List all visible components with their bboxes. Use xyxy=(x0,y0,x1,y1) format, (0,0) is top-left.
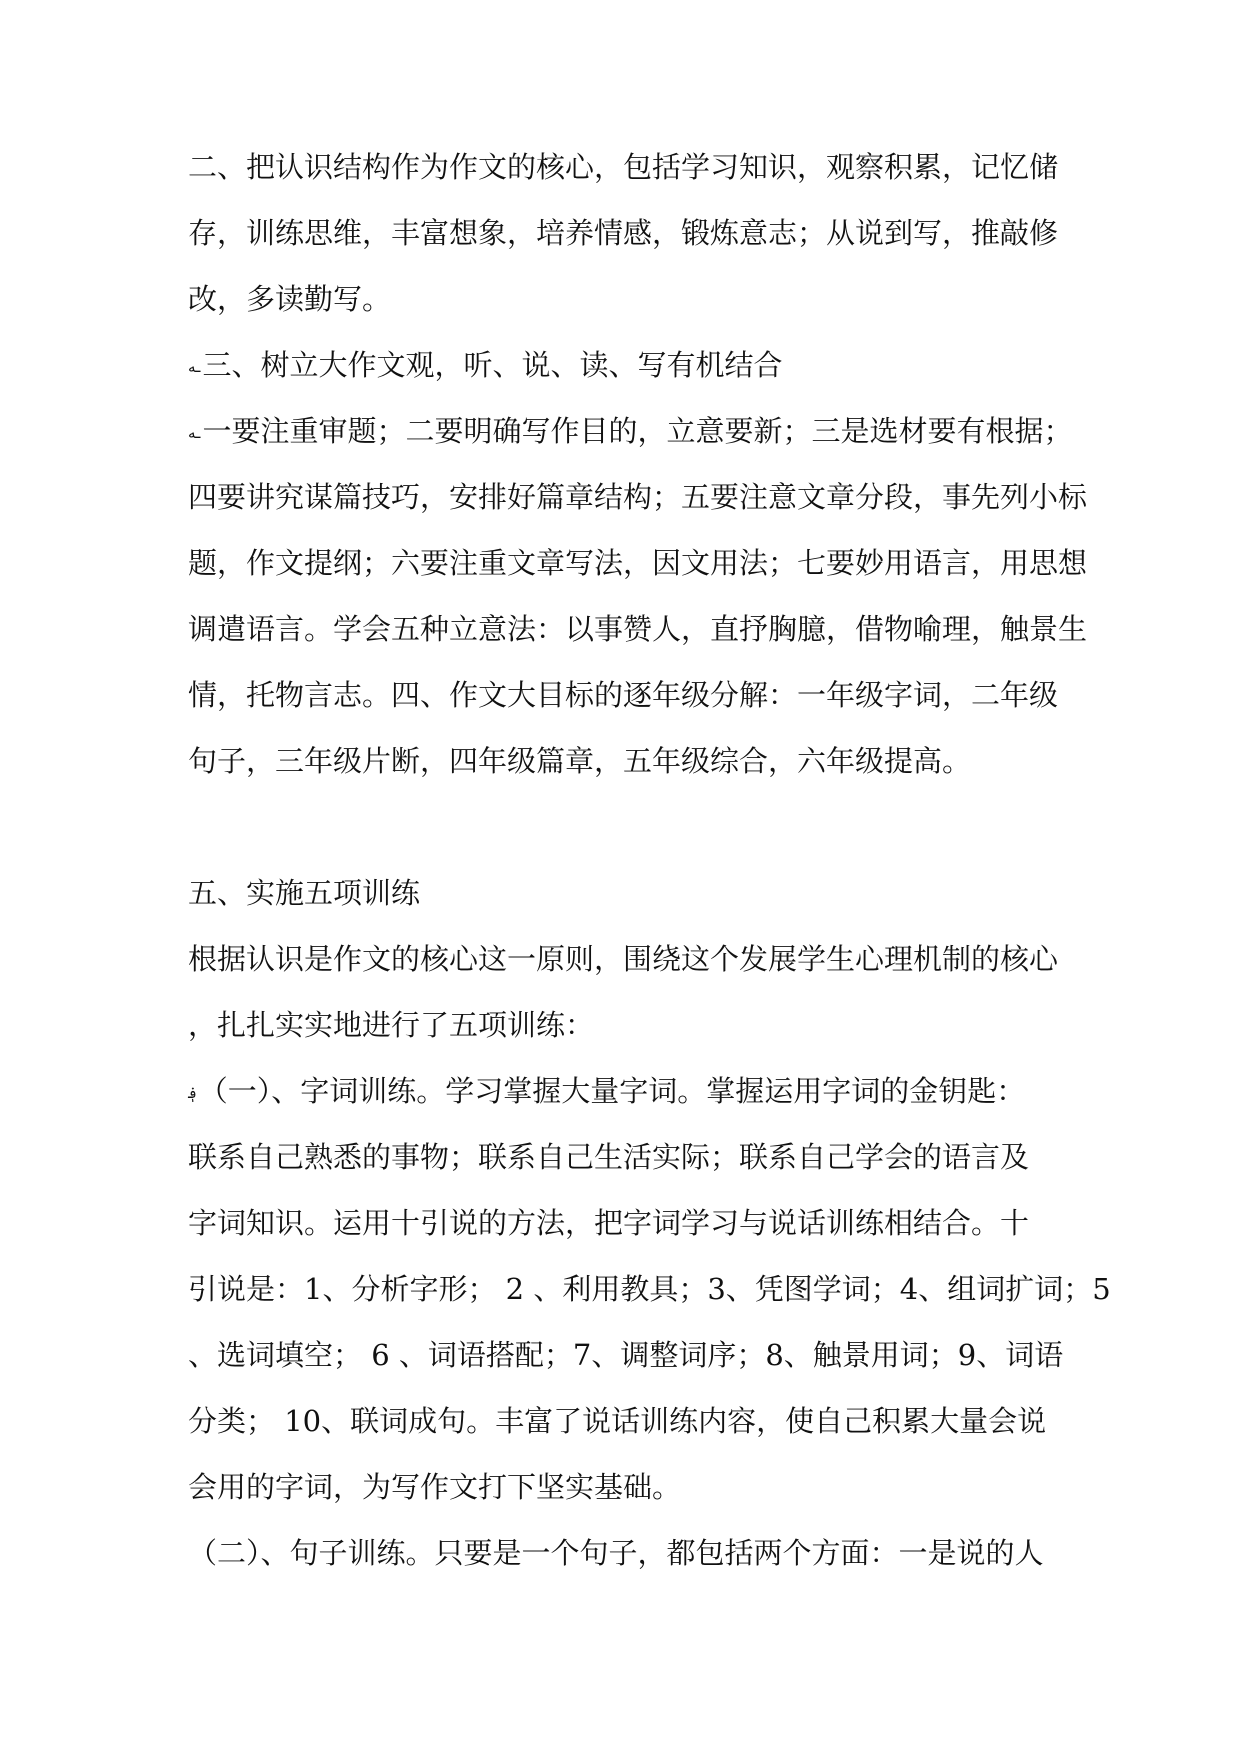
text-line: 改，多读勤写。 xyxy=(188,282,392,316)
text-line: 、选词填空； 6 、词语搭配；7、调整词序；8、触景用词；9、词语 xyxy=(188,1338,1064,1372)
paragraph-mark-icon: ـه xyxy=(188,358,201,376)
text-line: 题，作文提纲；六要注重文章写法，因文用法；七要妙用语言，用思想 xyxy=(188,546,1088,580)
text-line: 分类； 10、联词成句。丰富了说话训练内容，使自己积累大量会说 xyxy=(188,1404,1047,1438)
paragraph-mark-icon: ؋ xyxy=(188,1084,197,1102)
text-line: 存，训练思维，丰富想象，培养情感，锻炼意志；从说到写，推敲修 xyxy=(188,216,1059,250)
text-line xyxy=(188,332,1068,398)
text-line: ـه一要注重审题；二要明确写作目的，立意要新；三是选材要有根据； xyxy=(188,414,1073,448)
text-line: 字词知识。运用十引说的方法，把字词学习与说话训练相结合。十 xyxy=(188,1206,1030,1240)
text-line: 联系自己熟悉的事物；联系自己生活实际；联系自己学会的语言及 xyxy=(188,1140,1030,1174)
text-line: 引说是：1、分析字形； 2 、利用教具；3、凭图学词；4、组词扩词；5 xyxy=(188,1272,1111,1306)
text-line: 四要讲究谋篇技巧，安排好篇章结构；五要注意文章分段，事先列小标 xyxy=(188,480,1088,514)
paragraph-mark-icon: ـه xyxy=(188,424,201,442)
text-line: ؋（一）、字词训练。学习掌握大量字词。掌握运用字词的金钥匙： xyxy=(188,1074,1026,1108)
text-line: 情，托物言志。四、作文大目标的逐年级分解：一年级字词，二年级 xyxy=(188,678,1059,712)
text-line: 二、把认识结构作为作文的核心，包括学习知识，观察积累，记忆储 xyxy=(188,150,1059,184)
heading-5: 五、实施五项训练 xyxy=(188,876,421,910)
heading-3: 三、树立大作文观，听、说、读、写有机结合 xyxy=(202,348,783,382)
text-line: 句子，三年级片断，四年级篇章，五年级综合，六年级提高。 xyxy=(188,744,972,778)
text-line: ，扎扎实实地进行了五项训练： xyxy=(188,1008,595,1042)
text-line: 会用的字词，为写作文打下坚实基础。 xyxy=(188,1470,682,1504)
text-line: （二）、句子训练。只要是一个句子，都包括两个方面：一是说的人 xyxy=(188,1536,1044,1570)
text-block-2 xyxy=(188,860,1111,1586)
text-line: 调遣语言。学会五种立意法：以事赞人，直抒胸臆，借物喻理，触景生 xyxy=(188,612,1088,646)
text-block-1 xyxy=(188,134,1088,794)
text-line: 根据认识是作文的核心这一原则，围绕这个发展学生心理机制的核心 xyxy=(188,942,1059,976)
